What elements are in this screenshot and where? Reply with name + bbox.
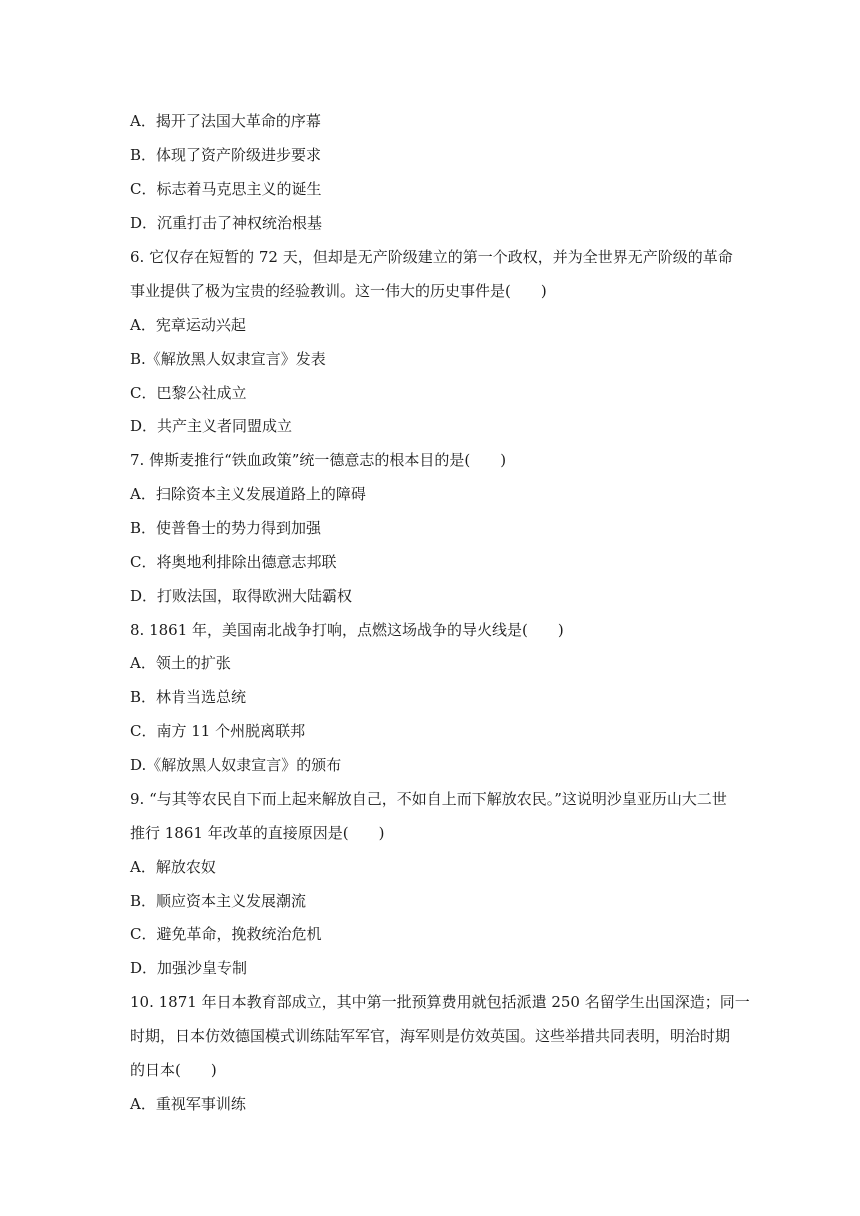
q9-stem-line-2: 推行 1861 年改革的直接原因是( ) xyxy=(130,824,385,842)
q5-option-d: D．沉重打击了神权统治根基 xyxy=(130,214,323,232)
q10-stem-line-1: 10. 1871 年日本教育部成立，其中第一批预算费用就包括派遣 250 名留学生出国深造；同一 xyxy=(130,993,750,1011)
q10-stem-line-3: 的日本( ) xyxy=(130,1061,217,1079)
q9-option-b: B．顺应资本主义发展潮流 xyxy=(130,892,307,910)
q7-option-b: B．使普鲁士的势力得到加强 xyxy=(130,519,322,537)
q9-option-a: A．解放农奴 xyxy=(130,858,216,876)
q10-stem-line-2: 时期，日本仿效德国模式训练陆军军官，海军则是仿效英国。这些举措共同表明，明治时期 xyxy=(130,1027,731,1045)
q9-option-c: C．避免革命，挽救统治危机 xyxy=(130,925,322,943)
q7-stem: 7. 俾斯麦推行“铁血政策”统一德意志的根本目的是( ) xyxy=(130,451,507,469)
q6-option-d: D．共产主义者同盟成立 xyxy=(130,417,293,435)
q8-stem: 8. 1861 年，美国南北战争打响，点燃这场战争的导火线是( ) xyxy=(130,621,564,639)
q8-option-c: C．南方 11 个州脱离联邦 xyxy=(130,722,306,740)
q6-option-a: A．宪章运动兴起 xyxy=(130,316,246,334)
q8-option-d: D.《解放黑人奴隶宣言》的颁布 xyxy=(130,756,342,774)
q6-option-c: C．巴黎公社成立 xyxy=(130,384,247,402)
q7-option-c: C．将奥地利排除出德意志邦联 xyxy=(130,553,337,571)
q8-option-a: A．领土的扩张 xyxy=(130,654,231,672)
q8-option-b: B．林肯当选总统 xyxy=(130,688,247,706)
q9-stem-line-1: 9. “与其等农民自下而上起来解放自己，不如自上而下解放农民。”这说明沙皇亚历山大二世 xyxy=(130,790,727,808)
q5-option-a: A．揭开了法国大革命的序幕 xyxy=(130,112,321,130)
q10-option-a: A．重视军事训练 xyxy=(130,1095,246,1113)
q7-option-a: A．扫除资本主义发展道路上的障碍 xyxy=(130,485,366,503)
q6-option-b: B.《解放黑人奴隶宣言》发表 xyxy=(130,350,326,368)
q6-stem-line-2: 事业提供了极为宝贵的经验教训。这一伟大的历史事件是( ) xyxy=(130,282,547,300)
q5-option-b: B．体现了资产阶级进步要求 xyxy=(130,146,322,164)
q6-stem-line-1: 6. 它仅存在短暂的 72 天，但却是无产阶级建立的第一个政权，并为全世界无产阶级的革命 xyxy=(130,248,733,266)
q7-option-d: D．打败法国，取得欧洲大陆霸权 xyxy=(130,587,353,605)
q5-option-c: C．标志着马克思主义的诞生 xyxy=(130,180,322,198)
q9-option-d: D．加强沙皇专制 xyxy=(130,959,248,977)
